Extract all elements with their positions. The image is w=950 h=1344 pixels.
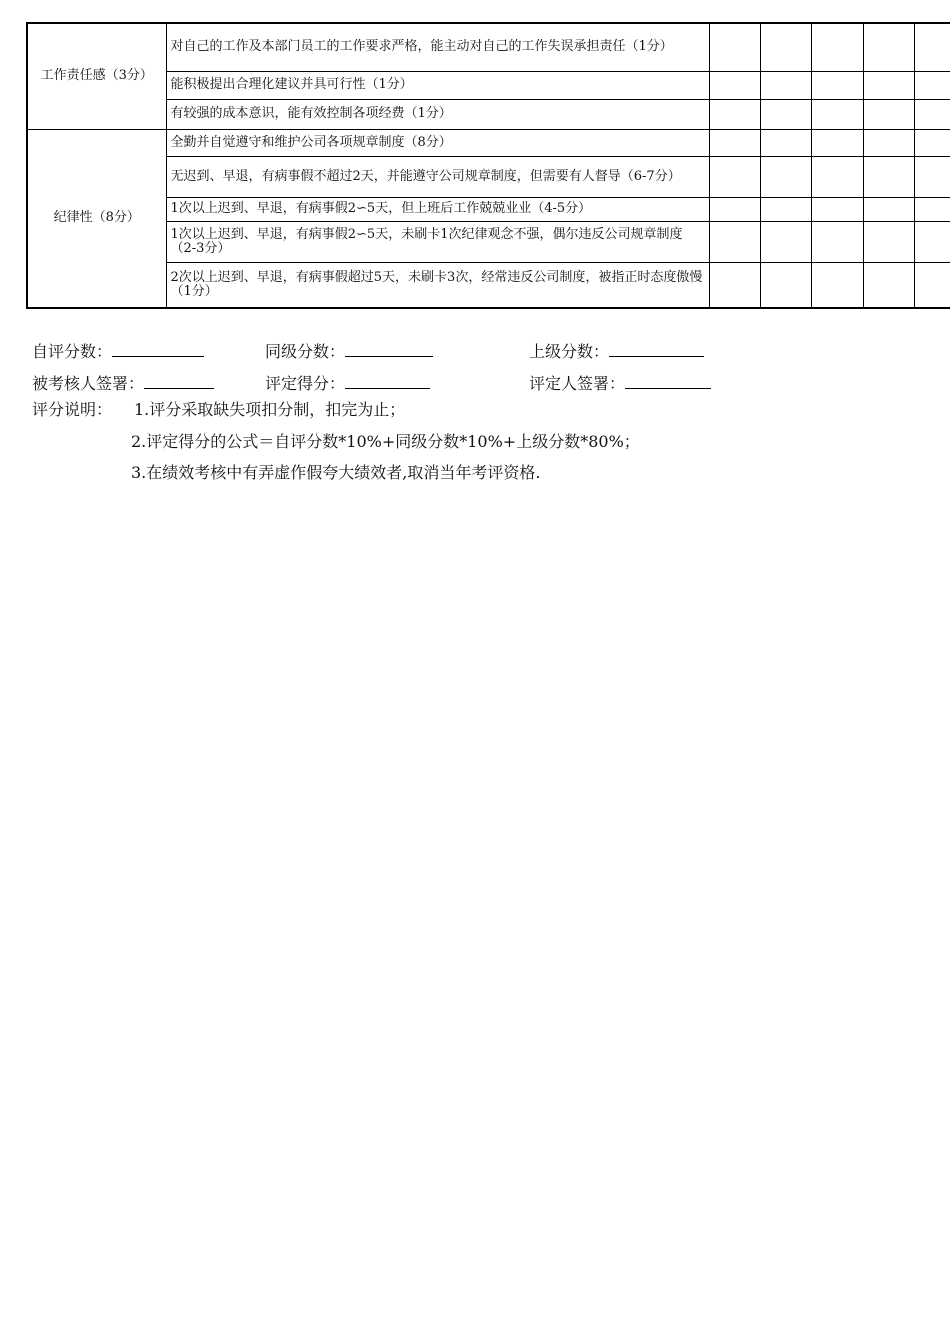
score-cell[interactable] [863, 197, 914, 221]
score-cell[interactable] [760, 156, 811, 197]
evaluator-signature-field [529, 372, 711, 394]
score-cell[interactable] [709, 23, 760, 71]
score-cell[interactable] [863, 221, 914, 262]
criterion-cell: 1次以上迟到、早退，有病事假2∽5天，未刷卡1次纪律观念不强，偶尔违反公司规章制度（2-3分） [166, 221, 709, 262]
score-cell[interactable] [760, 197, 811, 221]
table-row [27, 197, 950, 221]
self-score-label: 自评分数： [32, 342, 113, 361]
category-cell: 纪律性（8分） [27, 129, 166, 308]
evaluatee-signature-blank[interactable] [144, 372, 214, 389]
table-row [27, 23, 950, 71]
notes-label: 评分说明： [32, 400, 113, 419]
note-item: 2.评定得分的公式＝自评分数*10%+同级分数*10%+上级分数*80%； [131, 432, 640, 451]
criterion-cell: 1次以上迟到、早退，有病事假2∽5天，但上班后工作兢兢业业（4-5分） [166, 197, 709, 221]
criterion-cell: 对自己的工作及本部门员工的工作要求严格，能主动对自己的工作失误承担责任（1分） [166, 23, 709, 71]
superior-score-field [529, 340, 704, 362]
score-cell[interactable] [914, 23, 950, 71]
score-cell[interactable] [914, 221, 950, 262]
score-cell[interactable] [760, 129, 811, 156]
score-cell[interactable] [709, 99, 760, 129]
criterion-cell: 无迟到、早退，有病事假不超过2天，并能遵守公司规章制度，但需要有人督导（6-7分） [166, 156, 709, 197]
table-row [27, 262, 950, 308]
score-cell[interactable] [914, 262, 950, 308]
score-cell[interactable] [811, 156, 863, 197]
score-cell[interactable] [914, 156, 950, 197]
evaluatee-signature-label: 被考核人签署： [32, 374, 145, 393]
final-score-blank[interactable] [345, 372, 430, 389]
criterion-cell: 有较强的成本意识，能有效控制各项经费（1分） [166, 99, 709, 129]
score-cell[interactable] [914, 197, 950, 221]
superior-score-blank[interactable] [609, 340, 704, 357]
score-cell[interactable] [863, 129, 914, 156]
score-cell[interactable] [811, 23, 863, 71]
criterion-cell: 全勤并自觉遵守和维护公司各项规章制度（8分） [166, 129, 709, 156]
score-cell[interactable] [811, 71, 863, 99]
self-score-blank[interactable] [112, 340, 204, 357]
score-cell[interactable] [709, 197, 760, 221]
evaluator-signature-blank[interactable] [625, 372, 711, 389]
table-row [27, 71, 950, 99]
score-cell[interactable] [709, 156, 760, 197]
table-row [27, 221, 950, 262]
superior-score-label: 上级分数： [529, 342, 610, 361]
score-cell[interactable] [709, 71, 760, 99]
final-score-field [265, 372, 430, 394]
evaluatee-signature-field [32, 372, 214, 394]
note-item: 3.在绩效考核中有弄虚作假夸大绩效者,取消当年考评资格. [131, 463, 541, 482]
score-cell[interactable] [811, 197, 863, 221]
score-cell[interactable] [760, 99, 811, 129]
table-row [27, 129, 950, 156]
score-cell[interactable] [811, 262, 863, 308]
score-cell[interactable] [760, 71, 811, 99]
score-cell[interactable] [914, 99, 950, 129]
evaluation-table [26, 22, 950, 309]
score-cell[interactable] [709, 221, 760, 262]
score-cell[interactable] [709, 129, 760, 156]
score-cell[interactable] [914, 129, 950, 156]
criterion-cell: 能积极提出合理化建议并具可行性（1分） [166, 71, 709, 99]
peer-score-blank[interactable] [345, 340, 433, 357]
score-cell[interactable] [863, 262, 914, 308]
score-cell[interactable] [760, 221, 811, 262]
score-cell[interactable] [811, 129, 863, 156]
self-score-field [32, 340, 204, 362]
note-item: 1.评分采取缺失项扣分制，扣完为止； [134, 400, 406, 419]
peer-score-field [265, 340, 433, 362]
score-cell[interactable] [863, 23, 914, 71]
score-cell[interactable] [760, 23, 811, 71]
score-cell[interactable] [863, 156, 914, 197]
criterion-cell: 2次以上迟到、早退，有病事假超过5天，未刷卡3次，经常违反公司制度，被指正时态度傲慢（1分） [166, 262, 709, 308]
score-cell[interactable] [811, 99, 863, 129]
category-cell: 工作责任感（3分） [27, 23, 166, 129]
score-cell[interactable] [811, 221, 863, 262]
table-row [27, 99, 950, 129]
score-cell[interactable] [863, 71, 914, 99]
scoring-notes [32, 400, 732, 490]
evaluator-signature-label: 评定人签署： [529, 374, 626, 393]
table-row [27, 156, 950, 197]
score-cell[interactable] [760, 262, 811, 308]
score-cell[interactable] [709, 262, 760, 308]
final-score-label: 评定得分： [265, 374, 346, 393]
score-cell[interactable] [914, 71, 950, 99]
peer-score-label: 同级分数： [265, 342, 346, 361]
score-cell[interactable] [863, 99, 914, 129]
